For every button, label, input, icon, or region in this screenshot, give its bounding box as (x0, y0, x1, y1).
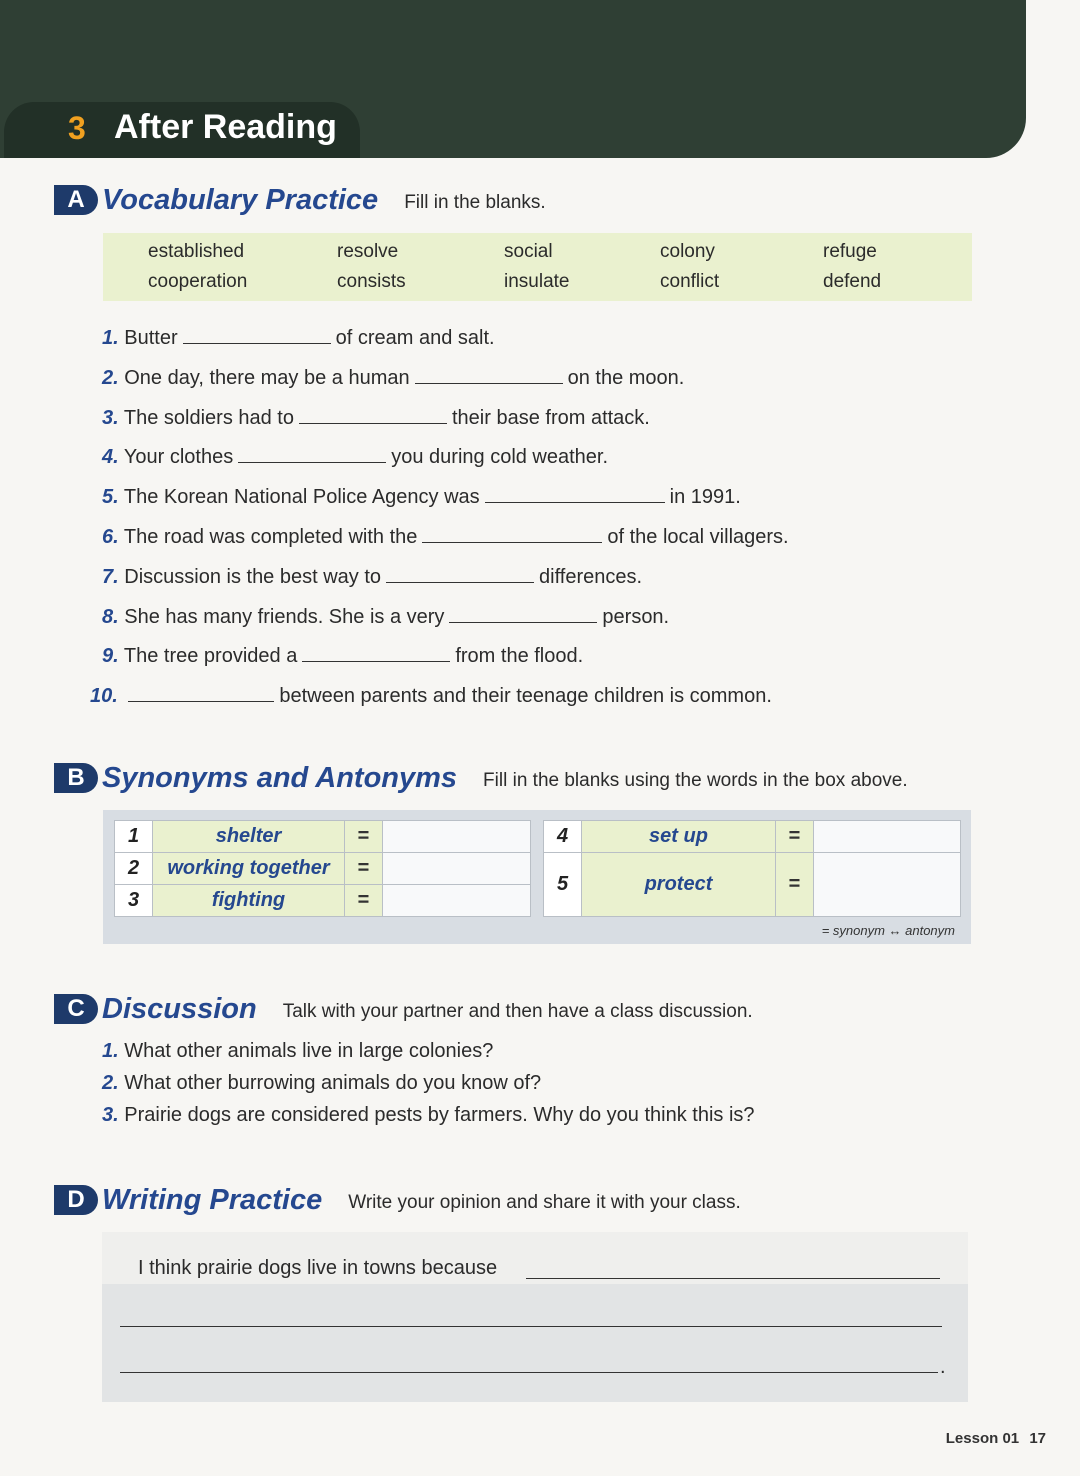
item-number: 6. (102, 526, 119, 548)
item-number: 1. (102, 327, 119, 349)
vocab-item (102, 326, 495, 350)
vocab-item (102, 565, 642, 589)
question-number: 1. (102, 1040, 119, 1062)
answer-cell[interactable] (383, 853, 531, 885)
lesson-label: Lesson 01 (945, 1430, 1020, 1447)
writing-box (102, 1232, 968, 1402)
discussion-question (102, 1072, 541, 1095)
item-text: between parents and their teenage children is common. (279, 685, 772, 707)
word-bank-word: cooperation (148, 271, 248, 292)
vocab-item (102, 605, 669, 629)
section-a-heading (54, 183, 546, 217)
vocab-item (102, 644, 583, 668)
item-number: 4. (102, 446, 119, 468)
item-text: One day, there may be a human (124, 367, 410, 389)
word-bank (103, 233, 972, 301)
item-text: person. (602, 606, 670, 628)
table-row (544, 821, 961, 853)
section-b-letter: B (54, 763, 98, 793)
discussion-question (102, 1040, 493, 1063)
section-b-title: Synonyms and Antonyms (102, 761, 458, 794)
synonym-table-left (114, 820, 531, 917)
relation-symbol: = (345, 821, 383, 853)
prompt-word: working together (153, 853, 345, 885)
vocab-item (102, 485, 741, 509)
section-b-heading (54, 761, 908, 795)
item-text: of cream and salt. (335, 327, 495, 349)
writing-line[interactable] (526, 1264, 940, 1279)
table-row (544, 853, 961, 917)
page-title: After Reading (114, 108, 337, 146)
answer-blank[interactable] (299, 406, 447, 424)
item-text: The tree provided a (123, 645, 298, 667)
writing-prompt: I think prairie dogs live in towns because (138, 1257, 498, 1279)
question-text: What other animals live in large colonies? (124, 1040, 494, 1062)
header-banner (0, 0, 1026, 158)
item-text: The road was completed with the (123, 526, 418, 548)
answer-blank[interactable] (302, 644, 450, 662)
prompt-word: protect (582, 853, 776, 917)
writing-box-shade (102, 1284, 968, 1402)
answer-blank[interactable] (415, 366, 563, 384)
vocab-item (102, 406, 650, 430)
relation-symbol: = (776, 821, 814, 853)
word-bank-word: consists (337, 271, 406, 292)
table-row (115, 885, 531, 917)
item-number: 3. (102, 407, 119, 429)
discussion-question (102, 1104, 755, 1127)
question-text: What other burrowing animals do you know of? (124, 1072, 542, 1094)
end-period: . (940, 1356, 946, 1378)
section-a-letter: A (54, 185, 98, 215)
answer-cell[interactable] (814, 853, 961, 917)
row-number: 4 (544, 821, 582, 853)
writing-line[interactable] (120, 1358, 938, 1373)
section-c-title: Discussion (102, 992, 257, 1025)
row-number: 5 (544, 853, 582, 917)
word-bank-word: defend (823, 271, 882, 292)
vocab-item (90, 684, 772, 708)
page-footer (946, 1430, 1046, 1447)
question-number: 3. (102, 1104, 119, 1126)
item-number: 8. (102, 606, 119, 628)
word-bank-word: colony (660, 241, 715, 262)
word-bank-word: refuge (823, 241, 877, 262)
word-bank-word: social (504, 241, 553, 262)
section-c-letter: C (54, 994, 98, 1024)
answer-blank[interactable] (183, 326, 331, 344)
item-text: their base from attack. (452, 407, 650, 429)
section-b-instruction: Fill in the blanks using the words in the box above. (483, 770, 908, 791)
section-a-instruction: Fill in the blanks. (404, 192, 546, 213)
answer-blank[interactable] (386, 565, 534, 583)
item-text: The Korean National Police Agency was (123, 486, 480, 508)
section-d-heading (54, 1183, 741, 1217)
item-text: in 1991. (669, 486, 741, 508)
item-number: 9. (102, 645, 119, 667)
item-text: Butter (124, 327, 178, 349)
vocab-item (102, 525, 789, 549)
word-bank-word: resolve (337, 241, 399, 262)
answer-blank[interactable] (128, 684, 274, 702)
answer-blank[interactable] (422, 525, 602, 543)
prompt-word: set up (582, 821, 776, 853)
answer-cell[interactable] (383, 885, 531, 917)
item-text: differences. (539, 566, 643, 588)
writing-line[interactable] (120, 1312, 942, 1327)
table-row (115, 853, 531, 885)
word-bank-word: conflict (660, 271, 720, 292)
item-number: 7. (102, 566, 119, 588)
word-bank-word: insulate (504, 271, 570, 292)
item-text: you during cold weather. (391, 446, 609, 468)
item-number: 2. (102, 367, 119, 389)
item-text: Discussion is the best way to (124, 566, 382, 588)
answer-cell[interactable] (383, 821, 531, 853)
item-text: from the flood. (455, 645, 584, 667)
table-row (115, 821, 531, 853)
row-number: 1 (115, 821, 153, 853)
section-a-title: Vocabulary Practice (102, 183, 379, 216)
answer-blank[interactable] (238, 445, 386, 463)
question-number: 2. (102, 1072, 119, 1094)
page-number: 17 (1029, 1430, 1046, 1447)
prompt-word: fighting (153, 885, 345, 917)
section-d-instruction: Write your opinion and share it with your class. (348, 1192, 741, 1213)
item-text: Your clothes (123, 446, 234, 468)
row-number: 3 (115, 885, 153, 917)
item-number: 10. (90, 685, 118, 707)
section-c-heading (54, 992, 753, 1026)
prompt-word: shelter (153, 821, 345, 853)
item-text: of the local villagers. (607, 526, 789, 548)
vocab-item (102, 366, 684, 390)
vocab-item (102, 445, 608, 469)
item-text: The soldiers had to (123, 407, 294, 429)
relation-symbol: = (776, 853, 814, 917)
synonym-table-right (543, 820, 961, 917)
item-number: 5. (102, 486, 119, 508)
row-number: 2 (115, 853, 153, 885)
section-d-letter: D (54, 1185, 98, 1215)
item-text: She has many friends. She is a very (124, 606, 445, 628)
synonym-antonym-box (103, 810, 971, 944)
answer-blank[interactable] (449, 605, 597, 623)
relation-symbol: = (345, 853, 383, 885)
answer-blank[interactable] (485, 485, 665, 503)
word-bank-word: established (148, 241, 245, 262)
section-number: 3 (68, 110, 86, 146)
section-c-instruction: Talk with your partner and then have a class discussion. (282, 1001, 753, 1022)
legend: = synonym ↔ antonym (821, 923, 955, 938)
item-text: on the moon. (567, 367, 685, 389)
section-d-title: Writing Practice (102, 1183, 323, 1216)
relation-symbol: = (345, 885, 383, 917)
question-text: Prairie dogs are considered pests by farmers. Why do you think this is? (124, 1104, 755, 1126)
answer-cell[interactable] (814, 821, 961, 853)
